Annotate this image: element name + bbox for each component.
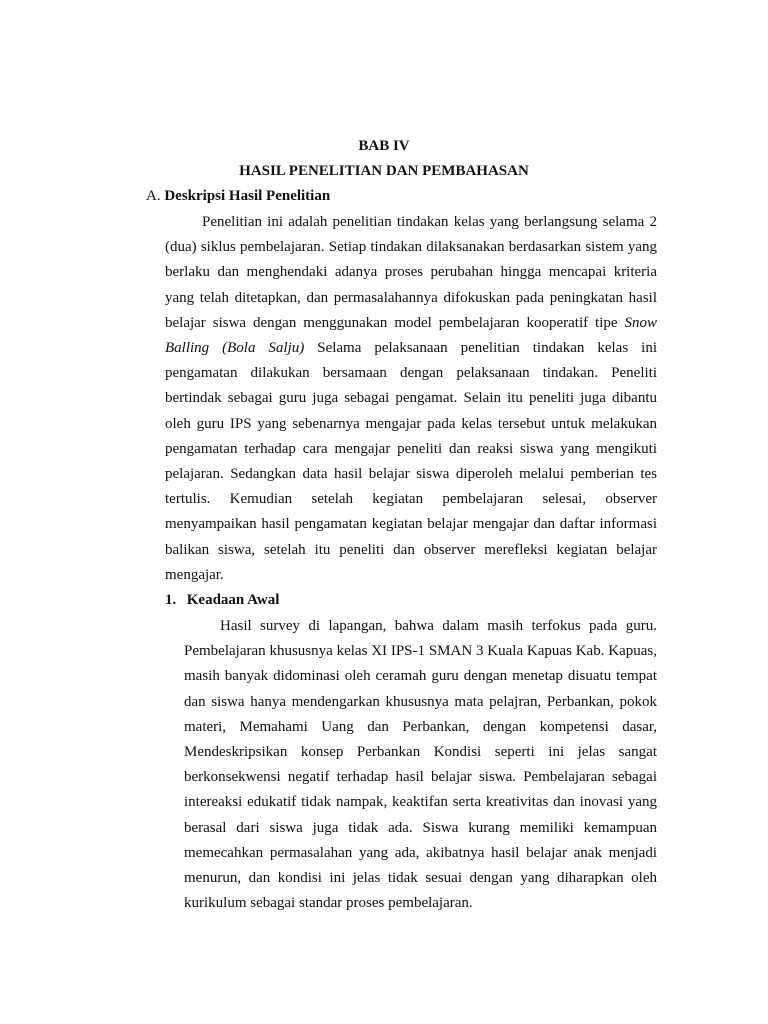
subsection-1-paragraph: Hasil survey di lapangan, bahwa dalam masih terfokus pada guru. Pembelajaran khususnya kelas XI IPS-1 SMAN 3 Kuala Kapuas Kab. Kapuas, masih banyak didominasi oleh ceramah guru dengan menetap disuatu tempat dan siswa hanya mendengarkan khususnya mata pelajran, Perbankan, pokok materi, Memahami Uang dan Perbankan, dengan kompetensi dasar, Mendeskripsikan konsep Perbankan Kondisi seperti ini jelas sangat berkonsekwensi negatif terhadap hasil belajar siswa. Pembelajaran sebagai intereaksi edukatif tidak nampak, keaktifan serta kreativitas dan inovasi yang berasal dari siswa juga tidak ada. Siswa kurang memiliki kemampuan memecahkan permasalahan yang ada, akibatnya hasil belajar anak menjadi menurun, dan kondisi ini jelas tidak sesuai dengan yang diharapkan oleh kurikulum sebagai standar proses pembelajaran. (184, 618, 657, 912)
subsection-1-number: 1. (165, 592, 177, 608)
section-a-heading-text: Deskripsi Hasil Penelitian (164, 188, 331, 204)
subsection-1-heading (165, 590, 279, 610)
subsection-1-heading-text: Keadaan Awal (186, 592, 280, 608)
section-a-marker: A. (146, 188, 161, 204)
chapter-label: BAB IV (358, 138, 410, 154)
section-a-heading (146, 186, 330, 206)
model-name-italic: Snow Balling (Bola Salju) (165, 314, 657, 357)
paragraph-text-part-2: Selama pelaksanaan penelitian tindakan kelas ini pengamatan dilakukan bersamaan dengan pelaksanaan tindakan. Peneliti bertindak sebagai guru juga sebagai pengamat. Selain itu peneliti juga dibantu oleh guru IPS yang sebenarnya mengajar pada kelas tersebut untuk melakukan pengamatan terhadap cara mengajar peneliti dan reaksi siswa yang mengikuti pelajaran. Sedangkan data hasil belajar siswa diperoleh melalui pemberian tes tertulis. Kemudian setelah kegiatan pembelajaran selesai, observer menyampaikan hasil pengamatan kegiatan belajar mengajar dan daftar informasi balikan siswa, setelah itu peneliti dan observer merefleksi kegiatan belajar mengajar. (165, 340, 657, 583)
chapter-title: HASIL PENELITIAN DAN PEMBAHASAN (239, 163, 529, 179)
section-a-paragraph (165, 210, 657, 588)
paragraph-text-part-1: Penelitian ini adalah penelitian tindakan kelas yang berlangsung selama 2 (dua) siklus pembelajaran. Setiap tindakan dilaksanakan berdasarkan sistem yang berlaku dan menghendaki adanya proses perubahan hingga mencapai kriteria yang telah ditetapkan, dan permasalahannya difokuskan pada peningkatan hasil belajar siswa dengan menggunakan model pembelajaran kooperatif tipe (165, 214, 657, 331)
